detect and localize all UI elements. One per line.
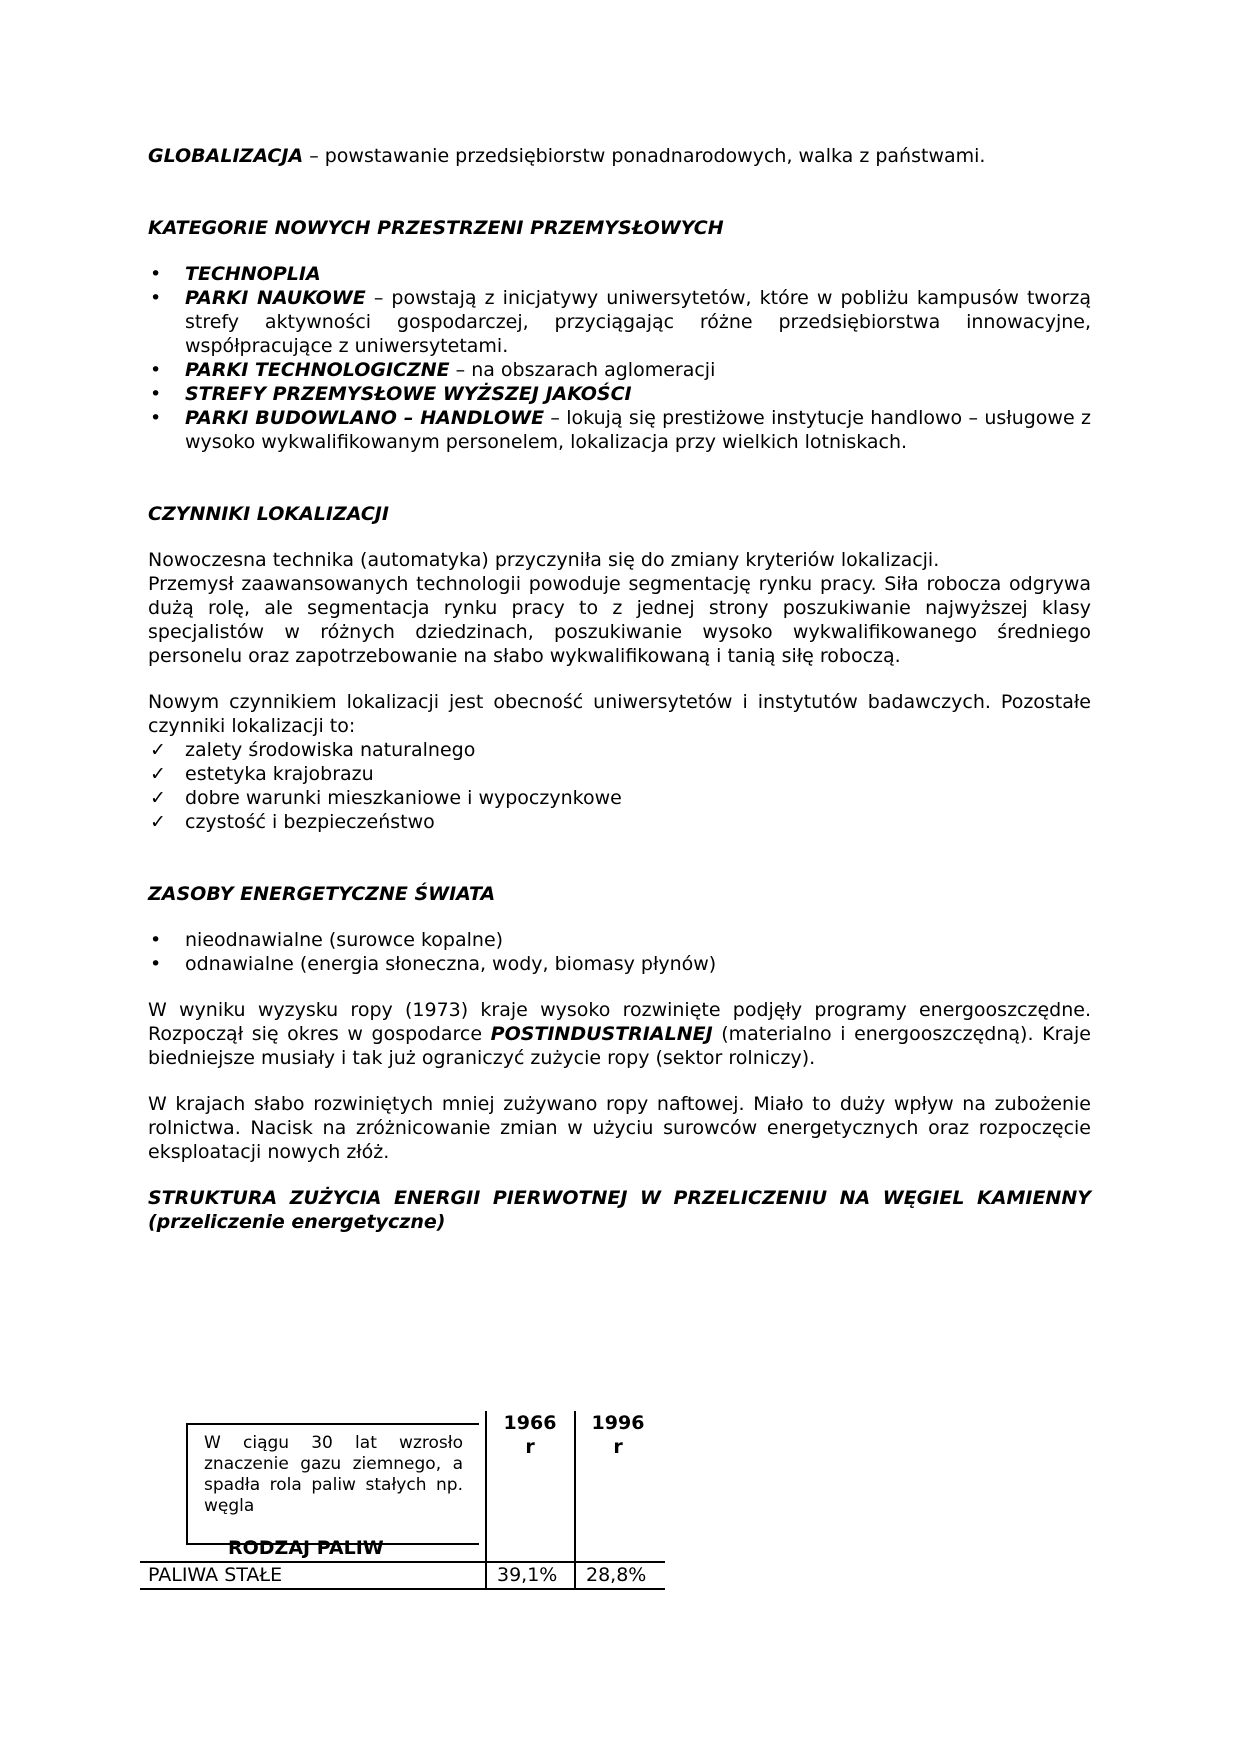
category-desc: – na obszarach aglomeracji bbox=[449, 359, 716, 381]
column-header-fuel-type: RODZAJ PALIW bbox=[228, 1537, 384, 1559]
energy-types-list bbox=[148, 928, 1091, 976]
document-page bbox=[148, 144, 1091, 1234]
factors-paragraph-line1: Nowoczesna technika (automatyka) przyczyniła się do zmiany kryteriów lokalizacji. bbox=[148, 549, 940, 571]
check-icon: ✓ bbox=[150, 739, 166, 761]
list-item bbox=[148, 786, 1091, 810]
list-item bbox=[148, 358, 1091, 382]
list-item bbox=[148, 810, 1091, 834]
table-cell-1966: 39,1% bbox=[497, 1564, 558, 1586]
bullet-icon: • bbox=[150, 287, 162, 309]
factors-heading: CZYNNIKI LOKALIZACJI bbox=[148, 503, 389, 525]
category-name: PARKI TECHNOLOGICZNE bbox=[185, 359, 450, 381]
list-item bbox=[148, 762, 1091, 786]
bullet-icon: • bbox=[150, 929, 162, 951]
bullet-icon: • bbox=[150, 359, 162, 381]
factors-paragraph: Przemysł zaawansowanych technologii powoduje segmentację rynku pracy. Siła robocza odgrywa dużą rolę, ale segmentacja rynku pracy to z jednej strony poszukiwanie najwyższej klasy specjalistów w różnych dziedzinach, poszukiwanie wysoko wykwalifikowanego średniego personelu oraz zapotrzebowanie na słabo wykwalifikowaną i tanią siłę roboczą. bbox=[148, 573, 1091, 667]
category-desc: – lokują się prestiżowe instytucje handlowo – usługowe z wysoko wykwalifikowanym personelem, lokalizacja przy wielkich lotniskach. bbox=[185, 407, 1091, 453]
category-name: PARKI BUDOWLANO – HANDLOWE bbox=[185, 407, 545, 429]
list-item bbox=[148, 406, 1091, 454]
categories-heading: KATEGORIE NOWYCH PRZESTRZENI PRZEMYSŁOWYCH bbox=[148, 217, 724, 239]
energy-type: odnawialne (energia słoneczna, wody, biomasy płynów) bbox=[185, 953, 717, 975]
category-name: PARKI NAUKOWE bbox=[185, 287, 366, 309]
bullet-icon: • bbox=[150, 263, 162, 285]
structure-heading: STRUKTURA ZUŻYCIA ENERGII PIERWOTNEJ W PRZELICZENIU NA WĘGIEL KAMIENNY (przeliczenie energetyczne) bbox=[148, 1187, 1091, 1233]
year-1966-header: 1966 r bbox=[503, 1412, 557, 1458]
table-note: W ciągu 30 lat wzrosło znaczenie gazu ziemnego, a spadła rola paliw stałych np. węgla bbox=[186, 1423, 479, 1545]
check-icon: ✓ bbox=[150, 811, 166, 833]
list-item bbox=[148, 928, 1091, 952]
energy-type: nieodnawialne (surowce kopalne) bbox=[185, 929, 504, 951]
list-item bbox=[148, 286, 1091, 358]
text-span: (materialno i energooszczędną). Kraje biedniejsze musiały i tak już ograniczyć zużycie ropy (sektor rolniczy). bbox=[148, 1023, 1091, 1069]
bullet-icon: • bbox=[150, 383, 162, 405]
categories-list bbox=[148, 262, 1091, 454]
energy-paragraph-1 bbox=[148, 998, 1091, 1070]
list-item bbox=[148, 738, 1091, 762]
category-desc: – powstają z inicjatywy uniwersytetów, które w pobliżu kampusów tworzą strefy aktywności gospodarczej, przyciągając różne przedsiębiorstwa innowacyjne, współpracujące z uniwersytetami. bbox=[185, 287, 1091, 357]
category-name: TECHNOPLIA bbox=[185, 263, 321, 285]
checklist-text: czystość i bezpieczeństwo bbox=[185, 811, 435, 833]
globalization-term: GLOBALIZACJA bbox=[148, 145, 304, 167]
table-rule bbox=[140, 1588, 665, 1590]
year-1996-header: 1996 r bbox=[591, 1412, 645, 1458]
energy-structure-table bbox=[140, 1411, 665, 1591]
globalization-paragraph bbox=[148, 144, 1091, 168]
globalization-definition: – powstawanie przedsiębiorstw ponadnarodowych, walka z państwami. bbox=[303, 145, 986, 167]
energy-paragraph-2: W krajach słabo rozwiniętych mniej zużywano ropy naftowej. Miało to duży wpływ na zubożenie rolnictwa. Nacisk na zróżnicowanie zmian w użyciu surowców energetycznych oraz rozpoczęcie eksploatacji nowych złóż. bbox=[148, 1093, 1091, 1163]
list-item bbox=[148, 262, 1091, 286]
table-row-label: PALIWA STAŁE bbox=[148, 1564, 283, 1586]
list-item bbox=[148, 382, 1091, 406]
factors-checklist bbox=[148, 738, 1091, 834]
check-icon: ✓ bbox=[150, 763, 166, 785]
table-cell-1996: 28,8% bbox=[586, 1564, 647, 1586]
bullet-icon: • bbox=[150, 407, 162, 429]
text-span: W wyniku wyzysku ropy (1973) kraje wysoko rozwinięte podjęły programy energooszczędne. Rozpoczął się okres w gospodarce bbox=[148, 999, 1091, 1045]
postindustrial-term: POSTINDUSTRIALNEJ bbox=[490, 1023, 713, 1045]
list-item bbox=[148, 952, 1091, 976]
checklist-text: estetyka krajobrazu bbox=[185, 763, 374, 785]
check-icon: ✓ bbox=[150, 787, 166, 809]
energy-heading: ZASOBY ENERGETYCZNE ŚWIATA bbox=[148, 883, 496, 905]
bullet-icon: • bbox=[150, 953, 162, 975]
checklist-text: zalety środowiska naturalnego bbox=[185, 739, 476, 761]
checklist-text: dobre warunki mieszkaniowe i wypoczynkowe bbox=[185, 787, 622, 809]
factors-paragraph-2: Nowym czynnikiem lokalizacji jest obecność uniwersytetów i instytutów badawczych. Pozostałe czynniki lokalizacji to: bbox=[148, 691, 1091, 737]
category-name: STREFY PRZEMYSŁOWE WYŻSZEJ JAKOŚCI bbox=[185, 383, 632, 405]
